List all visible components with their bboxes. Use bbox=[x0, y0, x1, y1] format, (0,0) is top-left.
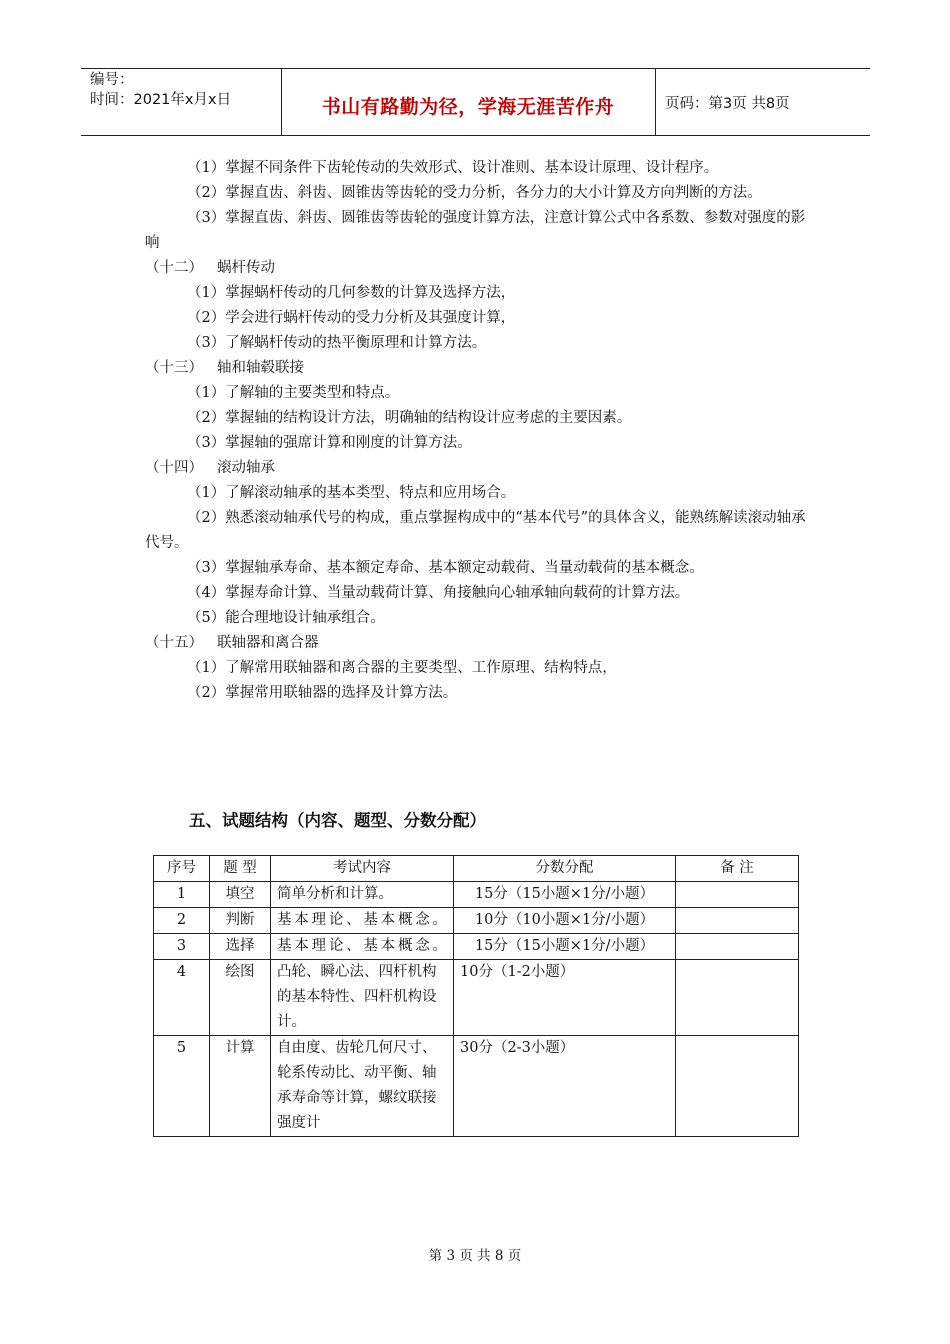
cell-note bbox=[676, 882, 799, 908]
cell-note bbox=[676, 960, 799, 1036]
page-footer: 第 3 页 共 8 页 bbox=[428, 1248, 522, 1264]
cell-score: 15分（15小题×1分/小题） bbox=[454, 882, 676, 908]
section-heading-12 bbox=[145, 256, 813, 281]
section-title: 联轴器和离合器 bbox=[217, 635, 319, 651]
section-heading-15 bbox=[145, 631, 813, 656]
syllabus-content bbox=[145, 156, 813, 706]
header-page-number: 页码：第3页 共8页 bbox=[665, 96, 790, 112]
cell-score: 10分（1-2小题） bbox=[454, 960, 676, 1036]
paragraph: （2）掌握直齿、斜齿、圆锥齿等齿轮的受力分析，各分力的大小计算及方向判断的方法。 bbox=[187, 185, 762, 201]
header-top-rule bbox=[81, 68, 870, 69]
paragraph: （2）熟悉滚动轴承代号的构成，重点掌握构成中的“基本代号”的具体含义，能熟练解读滚动轴承代号。 bbox=[145, 510, 806, 551]
col-header-note: 备 注 bbox=[676, 856, 799, 882]
header-motto: 书山有路勤为径，学海无涯苦作舟 bbox=[321, 96, 615, 118]
cell-content: 基本理论、基本概念。 bbox=[271, 934, 454, 960]
col-header-number: 序号 bbox=[154, 856, 210, 882]
header-bottom-rule bbox=[81, 135, 870, 136]
paragraph: （2）学会进行蜗杆传动的受力分析及其强度计算， bbox=[187, 310, 516, 326]
paragraph: （3）掌握轴承寿命、基本额定寿命、基本额定动载荷、当量动载荷的基本概念。 bbox=[187, 560, 704, 576]
paragraph: （3）了解蜗杆传动的热平衡原理和计算方法。 bbox=[187, 335, 487, 351]
paragraph: （3）掌握轴的强席计算和刚度的计算方法。 bbox=[187, 435, 472, 451]
header-divider-right bbox=[655, 68, 656, 136]
col-header-score: 分数分配 bbox=[454, 856, 676, 882]
paragraph: （3）掌握直齿、斜齿、圆锥齿等齿轮的强度计算方法，注意计算公式中各系数、参数对强度的影响 bbox=[145, 210, 806, 251]
table-row bbox=[154, 1036, 799, 1137]
cell-number: 5 bbox=[154, 1036, 210, 1137]
cell-type: 绘图 bbox=[210, 960, 271, 1036]
cell-number: 2 bbox=[154, 908, 210, 934]
exam-structure-table bbox=[153, 855, 799, 1137]
cell-score: 10分（10小题×1分/小题） bbox=[454, 908, 676, 934]
cell-number: 1 bbox=[154, 882, 210, 908]
cell-note bbox=[676, 934, 799, 960]
cell-note bbox=[676, 1036, 799, 1137]
section-number: （十四） bbox=[145, 460, 203, 476]
cell-type: 填空 bbox=[210, 882, 271, 908]
cell-number: 3 bbox=[154, 934, 210, 960]
section-title: 轴和轴毂联接 bbox=[217, 360, 304, 376]
cell-content: 凸轮、瞬心法、四杆机构的基本特性、四杆机构设计。 bbox=[271, 960, 454, 1036]
cell-score: 30分（2-3小题） bbox=[454, 1036, 676, 1137]
cell-content: 简单分析和计算。 bbox=[271, 882, 454, 908]
col-header-type: 题 型 bbox=[210, 856, 271, 882]
paragraph: （5）能合理地设计轴承组合。 bbox=[187, 610, 385, 626]
cell-content: 基本理论、基本概念。 bbox=[271, 908, 454, 934]
paragraph: （2）掌握常用联轴器的选择及计算方法。 bbox=[187, 685, 458, 701]
section-5-title: 五、试题结构（内容、题型、分数分配） bbox=[189, 811, 486, 830]
table-row bbox=[154, 960, 799, 1036]
cell-content: 自由度、齿轮几何尺寸、轮系传动比、动平衡、轴承寿命等计算，螺纹联接强度计 bbox=[271, 1036, 454, 1137]
table-row bbox=[154, 882, 799, 908]
document-number: 编号： bbox=[90, 72, 134, 88]
col-header-content: 考试内容 bbox=[271, 856, 454, 882]
section-heading-13 bbox=[145, 356, 813, 381]
table-header-row bbox=[154, 856, 799, 882]
cell-score: 15分（15小题×1分/小题） bbox=[454, 934, 676, 960]
table-row bbox=[154, 908, 799, 934]
section-heading-14 bbox=[145, 456, 813, 481]
paragraph: （4）掌握寿命计算、当量动载荷计算、角接触向心轴承轴向载荷的计算方法。 bbox=[187, 585, 690, 601]
section-number: （十三） bbox=[145, 360, 203, 376]
cell-note bbox=[676, 908, 799, 934]
cell-type: 计算 bbox=[210, 1036, 271, 1137]
header-meta bbox=[90, 70, 231, 110]
section-title: 滚动轴承 bbox=[217, 460, 275, 476]
table-row bbox=[154, 934, 799, 960]
paragraph: （1）掌握蜗杆传动的几何参数的计算及选择方法， bbox=[187, 285, 516, 301]
section-number: （十二） bbox=[145, 260, 203, 276]
paragraph: （1）了解常用联轴器和离合器的主要类型、工作原理、结构特点， bbox=[187, 660, 617, 676]
paragraph: （1）了解轴的主要类型和特点。 bbox=[187, 385, 400, 401]
cell-type: 判断 bbox=[210, 908, 271, 934]
section-number: （十五） bbox=[145, 635, 203, 651]
paragraph: （1）了解滚动轴承的基本类型、特点和应用场合。 bbox=[187, 485, 516, 501]
paragraph: （2）掌握轴的结构设计方法，明确轴的结构设计应考虑的主要因素。 bbox=[187, 410, 632, 426]
cell-type: 选择 bbox=[210, 934, 271, 960]
paragraph: （1）掌握不同条件下齿轮传动的失效形式、设计准则、基本设计原理、设计程序。 bbox=[187, 160, 719, 176]
section-title: 蜗杆传动 bbox=[217, 260, 275, 276]
cell-number: 4 bbox=[154, 960, 210, 1036]
document-date: 时间：2021年x月x日 bbox=[90, 92, 232, 108]
